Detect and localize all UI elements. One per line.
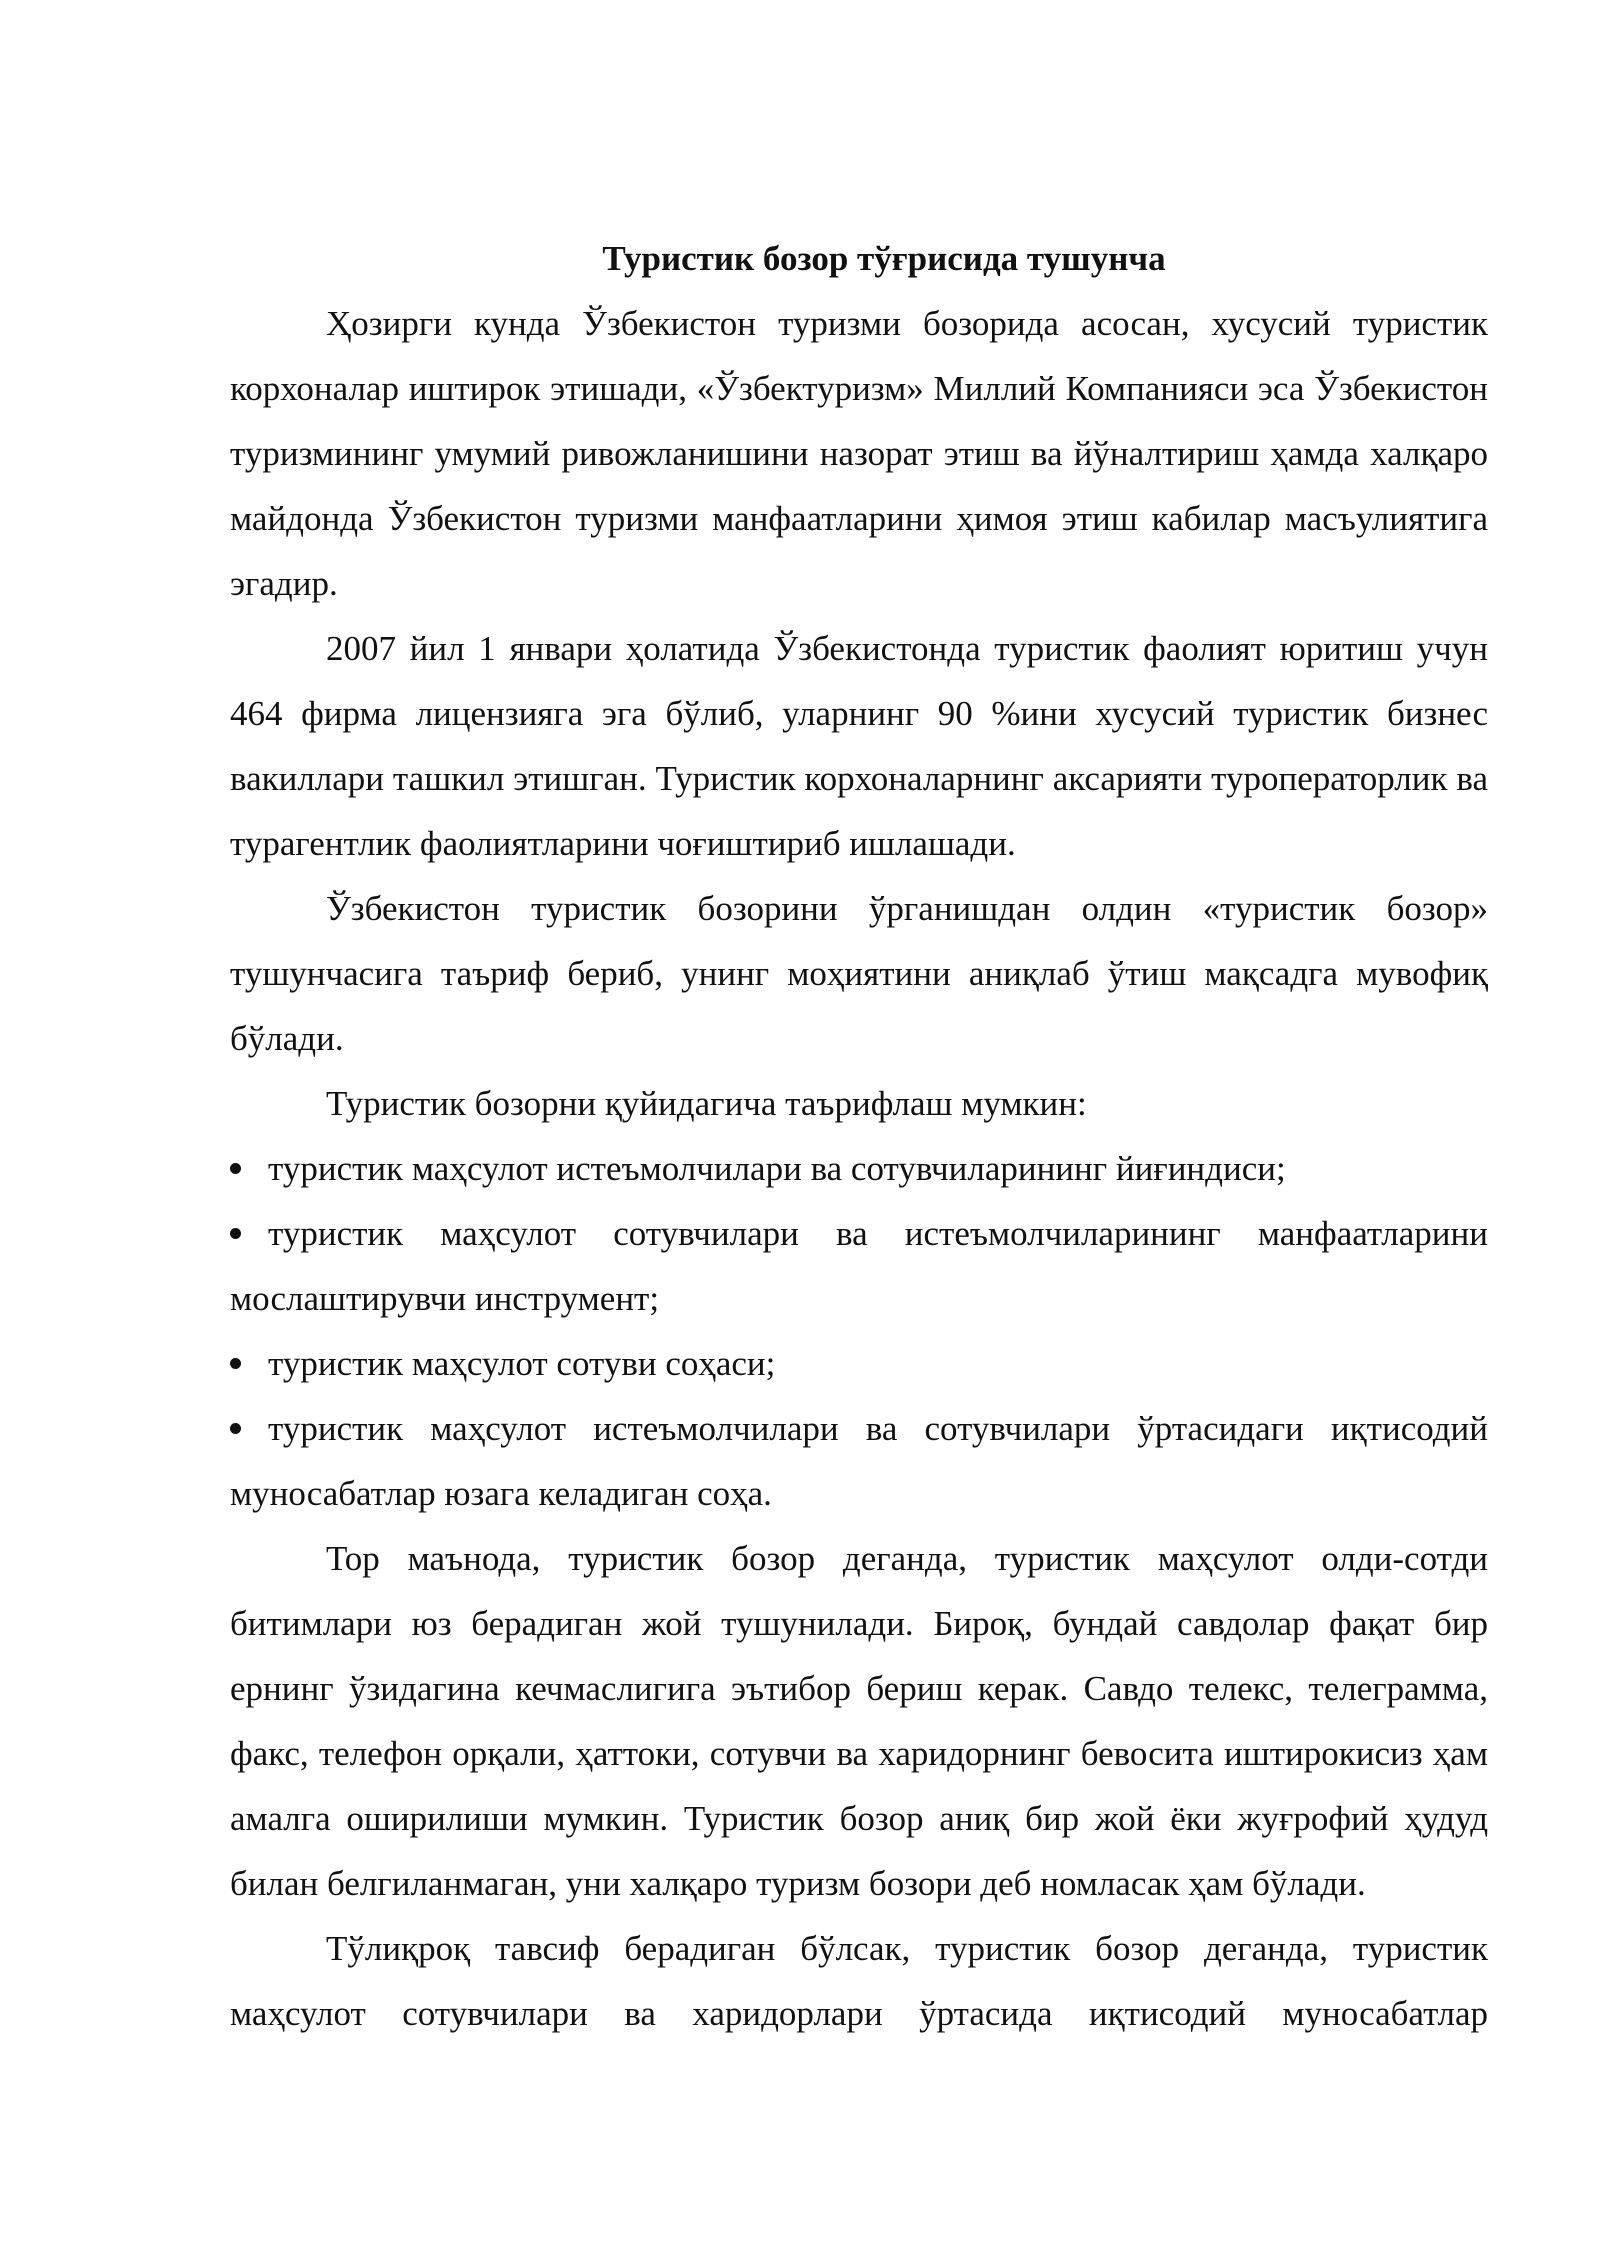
bullet-dot-icon	[230, 1228, 241, 1239]
paragraph-3: Ўзбекистон туристик бозорини ўрганишдан олдин «туристик бозор» тушунчасига таъриф бериб, унинг моҳиятини аниқлаб ўтиш мақсадга мувофиқ бўлади.	[230, 889, 1488, 1058]
document-body	[230, 226, 1488, 2046]
bullet-item-3	[230, 1331, 1488, 1396]
bullet-dot-icon	[230, 1423, 241, 1434]
bullet-item-4	[230, 1396, 1488, 1526]
paragraph-1: Ҳозирги кунда Ўзбекистон туризми бозорида асосан, хусусий туристик корхоналар иштирок этишади, «Ўзбектуризм» Миллий Компанияси эса Ўзбекистон туризмининг умумий ривожланишини назорат этиш ва йўналтириш ҳамда халқаро майдонда Ўзбекистон туризми манфаатларини ҳимоя этиш кабилар масъулиятига эгадир.	[230, 304, 1488, 603]
bullet-item-2	[230, 1201, 1488, 1331]
bullet-text: туристик маҳсулот истеъмолчилари ва сотувчиларининг йиғиндиси;	[268, 1149, 1286, 1188]
paragraph-2: 2007 йил 1 январи ҳолатида Ўзбекистонда туристик фаолият юритиш учун 464 фирма лицензияга эга бўлиб, уларнинг 90 %ини хусусий туристик бизнес вакиллари ташкил этишган. Туристик корхоналарнинг аксарияти туроператорлик ва турагентлик фаолиятларини чоғиштириб ишлашади.	[230, 629, 1488, 863]
document-title: Туристик бозор тўғрисида тушунча	[602, 239, 1166, 278]
paragraph-4: Туристик бозорни қуйидагича таърифлаш мумкин:	[326, 1084, 1087, 1123]
bullet-dot-icon	[230, 1358, 241, 1369]
bullet-dot-icon	[230, 1163, 241, 1174]
paragraph-6: Тўлиқроқ тавсиф берадиган бўлсак, туристик бозор деганда, туристик маҳсулот сотувчилари ва харидорлари ўртасида иқтисодий муносабатлар	[230, 1929, 1488, 2033]
bullet-text: туристик маҳсулот истеъмолчилари ва сотувчилари ўртасидаги иқтисодий муносабатлар юзага келадиган соҳа.	[230, 1409, 1488, 1513]
bullet-text: туристик маҳсулот сотуви соҳаси;	[268, 1344, 776, 1383]
bullet-item-1	[230, 1136, 1488, 1201]
paragraph-5: Тор маънода, туристик бозор деганда, туристик маҳсулот олди-сотди битимлари юз берадиган жой тушунилади. Бироқ, бундай савдолар фақат бир ернинг ўзидагина кечмаслигига эътибор бериш керак. Савдо телекс, телеграмма, факс, телефон орқали, ҳаттоки, сотувчи ва харидорнинг бевосита иштирокисиз ҳам амалга оширилиши мумкин. Туристик бозор аниқ бир жой ёки жуғрофий ҳудуд билан белгиланмаган, уни халқаро туризм бозори деб номласак ҳам бўлади.	[230, 1539, 1488, 1903]
bullet-text: туристик маҳсулот сотувчилари ва истеъмолчиларининг манфаатларини мослаштирувчи инструмент;	[230, 1214, 1488, 1318]
